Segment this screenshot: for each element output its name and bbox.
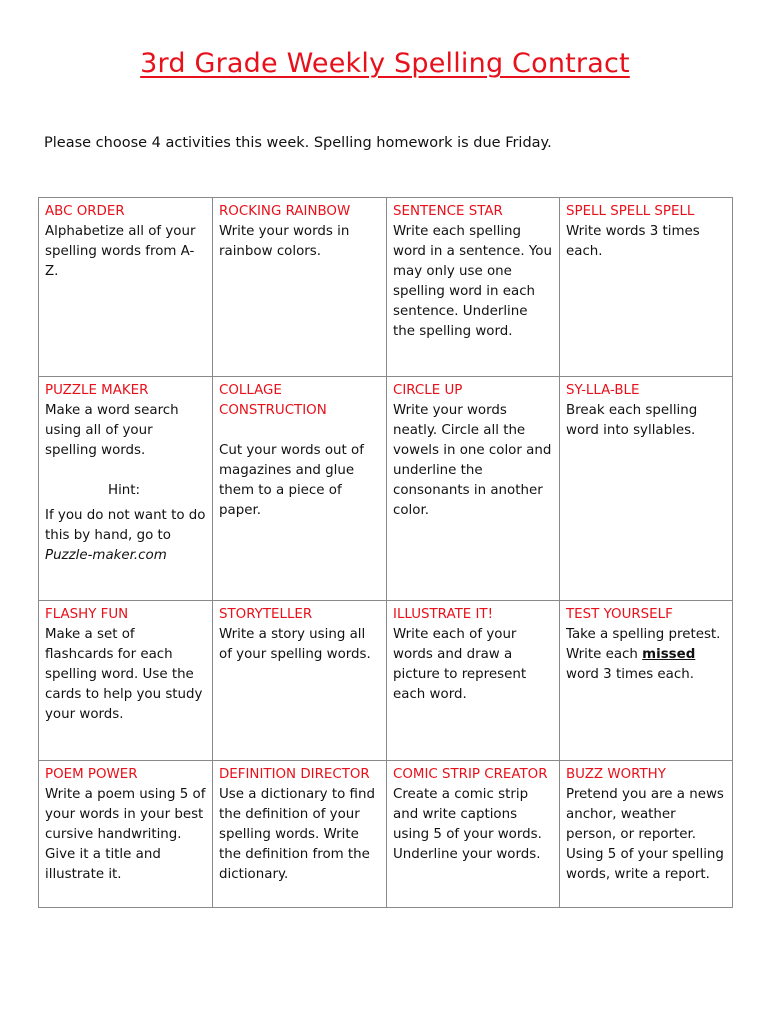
grid-row: [39, 198, 733, 377]
page-title: 3rd Grade Weekly Spelling Contract: [140, 48, 630, 79]
activity-buzz-worthy: [560, 761, 733, 908]
activity-title: PUZZLE MAKER: [45, 383, 149, 398]
activity-poem-power: [39, 761, 213, 908]
activity-description: Write your words neatly. Circle all the vowels in one color and underline the consonants in another color.: [393, 403, 552, 518]
activity-title: BUZZ WORTHY: [566, 767, 666, 782]
activity-rocking-rainbow: [213, 198, 387, 377]
activity-description: Write your words in rainbow colors.: [219, 224, 350, 259]
activity-title: ROCKING RAINBOW: [219, 204, 351, 219]
activity-description: Use a dictionary to find the definition of your spelling words. Write the definition from the dictionary.: [219, 787, 375, 882]
activity-description: Cut your words out of magazines and glue them to a piece of paper.: [219, 443, 364, 518]
activity-spell-spell-spell: [560, 198, 733, 377]
activity-syllable: [560, 377, 733, 601]
activity-illustrate-it: [387, 601, 560, 761]
activity-title: ABC ORDER: [45, 204, 125, 219]
activity-definition-director: [213, 761, 387, 908]
activity-test-yourself: [560, 601, 733, 761]
activity-title: ILLUSTRATE IT!: [393, 607, 493, 622]
activity-title: TEST YOURSELF: [566, 607, 673, 622]
hint-site-link[interactable]: Puzzle-maker.com: [45, 548, 167, 563]
activity-title: STORYTELLER: [219, 607, 313, 622]
description-part: word 3 times each.: [566, 667, 694, 682]
activity-description: Break each spelling word into syllables.: [566, 403, 698, 438]
activity-title: FLASHY FUN: [45, 607, 129, 622]
activity-title: SPELL SPELL SPELL: [566, 204, 695, 219]
grid-row: [39, 377, 733, 601]
activity-title: DEFINITION DIRECTOR: [219, 767, 370, 782]
activity-comic-strip-creator: [387, 761, 560, 908]
activity-abc-order: [39, 198, 213, 377]
activity-description: Alphabetize all of your spelling words from A-Z.: [45, 224, 196, 279]
activity-title: SENTENCE STAR: [393, 204, 503, 219]
grid-row: [39, 761, 733, 908]
activity-description: [566, 625, 726, 685]
activity-description: Create a comic strip and write captions using 5 of your words. Underline your words.: [393, 787, 542, 862]
activity-description: Make a set of flashcards for each spelling word. Use the cards to help you study your words.: [45, 627, 203, 722]
activity-title: SY-LLA-BLE: [566, 383, 640, 398]
activity-description: Make a word search using all of your spelling words.: [45, 403, 179, 458]
activity-description: Write a story using all of your spelling words.: [219, 627, 371, 662]
activity-grid: [38, 197, 733, 908]
grid-row: [39, 601, 733, 761]
activity-description: Write each spelling word in a sentence. You may only use one spelling word in each sentence. Underline the spelling word.: [393, 224, 552, 339]
activity-description: Write words 3 times each.: [566, 224, 700, 259]
emphasis-missed: missed: [642, 647, 696, 662]
activity-title: CIRCLE UP: [393, 383, 463, 398]
activity-title: COLLAGE CONSTRUCTION: [219, 383, 327, 418]
activity-circle-up: [387, 377, 560, 601]
activity-flashy-fun: [39, 601, 213, 761]
activity-title: COMIC STRIP CREATOR: [393, 767, 548, 782]
activity-title: POEM POWER: [45, 767, 138, 782]
activity-description: Write a poem using 5 of your words in your best cursive handwriting. Give it a title and illustrate it.: [45, 787, 206, 882]
instructions: Please choose 4 activities this week. Spelling homework is due Friday.: [44, 135, 552, 151]
activity-sentence-star: [387, 198, 560, 377]
activity-collage-construction: [213, 377, 387, 601]
activity-description: Write each of your words and draw a picture to represent each word.: [393, 627, 527, 702]
activity-storyteller: [213, 601, 387, 761]
description-part: Take a spelling pretest. Write each: [566, 627, 721, 662]
activity-description: Pretend you are a news anchor, weather person, or reporter. Using 5 of your spelling words, write a report.: [566, 787, 724, 882]
hint-text: If you do not want to do this by hand, go to: [45, 508, 206, 543]
hint-label: Hint:: [108, 483, 141, 498]
activity-puzzle-maker: [39, 377, 213, 601]
